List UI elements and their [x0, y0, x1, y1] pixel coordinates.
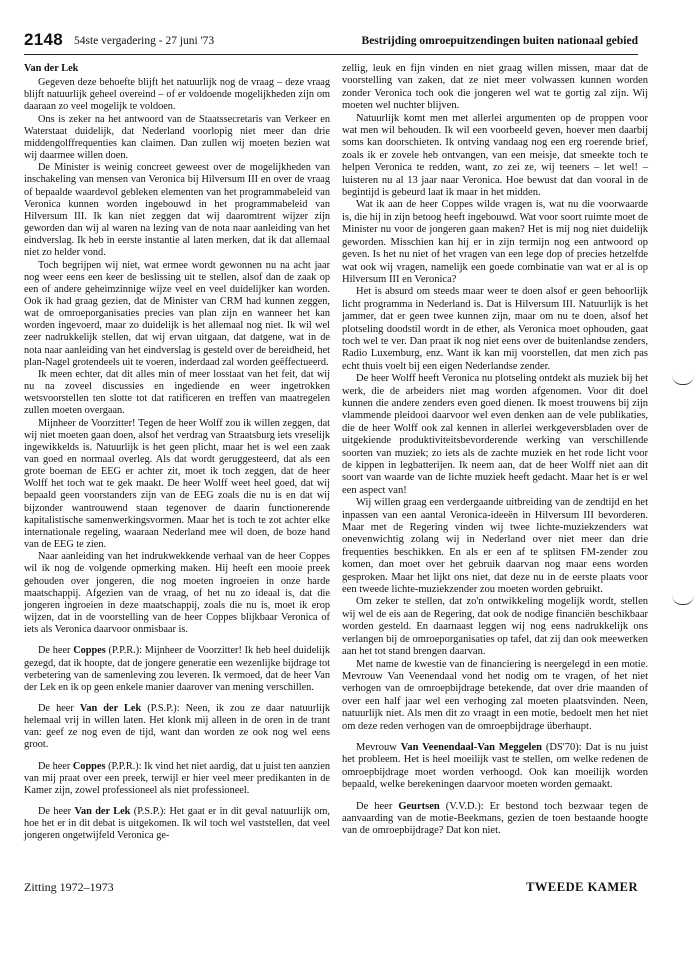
- speech-coppes: [24, 645, 330, 694]
- paragraph: zellig, leuk en fijn vinden en niet graag willen missen, maar dat de voorstelling van zaken, dat ze niet meer volwassen kunnen worden zonder Veronica toch ook die jongeren wel wat te gortig zal zijn. Wij moeten wel nuchter blijven.: [342, 63, 648, 112]
- page-header: [24, 30, 638, 55]
- speech-prefix: Mevrouw: [356, 741, 401, 753]
- speech-text: (P.S.P.): Neen, ik zou ze daar natuurlijk helemaal vrij in willen laten. Het klonk mij alleen in de oren in de trant van: geef ze nog even de tijd, want dan worden ze ook nog wel eens groot.: [24, 702, 330, 751]
- margin-mark: [672, 375, 694, 385]
- paragraph: De heer Wolff heeft Veronica nu plotseling ontdekt als muziek bij het werk, die de arbeiders niet mag worden afgenomen. Voor dit doel kunnen die andere zenders even goed dienen. Ik moest trouwens bij zijn vlammende pleidooi daarvoor wel even denken aan de vele publikaties, die de heer Wolff ook zal kennen in allerlei werkgeversbladen over de uitgekiende produktiviteitsbevorderende werking van verschillende soorten van muziek; zo iets als de zachte muziek en het rode licht voor de kippen in legbatterijen. Ik neem aan, dat de heer Wolff niet aan dit soort van waarde van de lichte muziek heeft gedacht. Maar het is er wel een aspect van!: [342, 373, 648, 496]
- speech-van-der-lek: [24, 703, 330, 752]
- speech-prefix: De heer: [38, 806, 75, 818]
- session-label: Zitting 1972–1973: [24, 880, 114, 894]
- speech-van-der-lek: [24, 806, 330, 842]
- running-title: Bestrijding omroepuitzendingen buiten nationaal gebied: [361, 35, 638, 47]
- speech-text: (P.P.R.): Ik vind het niet aardig, dat u juist ten aanzien van mij praat over een preek, terwijl er hier veel meer predikanten in de Kamer zijn, zowel professioneel als niet professioneel.: [24, 760, 330, 796]
- speaker-name: Geurtsen: [398, 800, 440, 812]
- paragraph: Mijnheer de Voorzitter! Tegen de heer Wolff zou ik willen zeggen, dat wij niet moeten gaan doen, alsof het verdrag van Straatsburg iets vreselijk ingewikkelds is. Natuurlijk is het geen plicht, maar het is wel een zaak van goed en normaal overleg. Als dat wordt geruggesteerd, dat als een grote boeman de EEG er achter zit, moet ik toch zeggen, dat de heer Wolff het toch wat te gek maakt. De heer Wolff weet heel goed, dat wij bepaald geen voorstanders zijn van de EEG zoals die nu is en dat wij bijzonder wantrouwend staan tegenover de daarin functionerende kapitalistische samenwerkingsvormen. Maar het is toch te zot achter elke internationale regeling, waaraan Nederland mee wil doen, de boze hand van de EEG te zien.: [24, 417, 330, 551]
- speaker-name: Van Veenendaal-Van Meggelen: [400, 741, 542, 753]
- speech-prefix: De heer: [356, 800, 399, 812]
- page-number: 2148: [24, 30, 64, 49]
- speech-text: (V.V.D.): Er bestond toch bezwaar tegen de aanvaarding van de motie-Beekmans, gezien de toen bestaande hoogte van de omroepbijdrage? Dat kon niet.: [342, 800, 649, 837]
- speaker-heading: Van der Lek: [24, 63, 79, 74]
- speaker-name: Van der Lek: [79, 702, 142, 714]
- speech-prefix: De heer: [38, 702, 80, 714]
- speech-text: (DS'70): Dat is nu juist het probleem. Het is heel moeilijk vast te stellen, om welke redenen de omroepbijdrage moet worden verhoogd. Ook kan moeilijk worden bepaald, welke berekeningen daarvoor moeten worden gemaakt.: [342, 741, 648, 791]
- paragraph: Om zeker te stellen, dat zo'n ontwikkeling mogelijk wordt, stellen wij wel de eis aan de Regering, dat ook de nodige financiën beschikbaar worden gesteld. En daarnaast leggen wij nog eens nadrukkelijk ons verlangen bij de omroeporganisaties op tafel, dat zij dan ook meewerken aan het tot stand brengen daarvan.: [342, 596, 648, 658]
- right-column: [342, 63, 648, 838]
- paragraph: Gegeven deze behoefte blijft het natuurlijk nog de vraag – deze vraag blijft natuurlijk geheel overeind – of er voldoende mogelijkheden zijn om daaraan zo veel mogelijk te voldoen.: [24, 77, 330, 113]
- speech-text: (P.P.R.): Mijnheer de Voorzitter! Ik heb heel duidelijk gezegd, dat ik hoopte, dat de jongere generatie een wezenlijke bijdrage tot verbetering van de samenleving zou leveren. Ik vermoed, dat de heer Van der Lek en ik op geen enkele manier daarover van mening verschillen.: [24, 645, 331, 693]
- paragraph: Toch begrijpen wij niet, wat ermee wordt gewonnen nu na acht jaar nog weer eens een keer de beslissing uit te stellen, alsof dan de zaak op een of andere geheimzinnige wijze veel en veel duidelijker kan worden. Ook ik had graag gezien, dat de Minister van CRM had kunnen zeggen, wat de omroeporganisaties precies van plan zijn en wanneer het kan worden ingevoerd, maar zo duidelijk is het allemaal nog niet. Ik wil wel zeer nadrukkelijk stellen, dat wij ervan uitgaan, dat datgene, wat in de nota naar aanleiding van het eindverslag is gesteld over de bereidheid, het plan-Nagel grotendeels uit te voeren, inderdaad zal worden geëffectueerd.: [24, 259, 330, 368]
- paragraph: Ik meen echter, dat dit alles min of meer losstaat van het feit, dat wij nu na zoveel discussies en ingediende en weer ingetrokken wetsvoorstellen ten slotte tot dat ratificeren en treffen van maatregelen zullen moeten overgaan.: [24, 368, 330, 417]
- speaker-name: Coppes: [72, 760, 106, 772]
- paragraph: Naar aanleiding van het indrukwekkende verhaal van de heer Coppes wil ik nog de volgende opmerking maken. Hij heeft een mooie preek gehouden over jongeren, die nog moeten ingroeien in onze harde maatschappij. Afgezien van de vraag, of het nu zo ideaal is, dat die jongeren ingroeien in deze maatschappij, zoals die nu is, moet ik erop wijzen, dat in de voorstelling van de heer Coppes blijkbaar Veronica of iets als Veronica daarvoor onmisbaar is.: [24, 551, 330, 636]
- speech-prefix: De heer: [38, 645, 74, 657]
- meeting-info: 54ste vergadering - 27 juni '73: [74, 35, 215, 47]
- paragraph: Wij willen graag een verdergaande uitbreiding van de zendtijd en het inpassen van een aantal Veronica-ideeën in Hilversum III bevorderen. Maar met de Regering vinden wij twee lichte-muziekzenders wat onevenwichtig zolang wij in Nederland over niet meer dan drie frequenties beschikken. En als er een af te splitsen FM-zender zou komen, dan moet over het gebruik daarvan nog maar eens worden gesproken. Maar het lijkt ons niet, dat deze nu in de eerste plaats voor een tweede lichte-muziekzender zou moeten worden gebruikt.: [342, 497, 648, 596]
- paragraph: Wat ik aan de heer Coppes wilde vragen is, wat nu die voorwaarde is, die hij in zijn betoog heeft ingebouwd. Wat voor soort ruimte moet de Minister nu voor de jongeren gaan maken? Het is mij nog niet duidelijk geworden. Misschien kan hij er in zijn termijn nog een antwoord op geven. Is het nu niet of het vragen van een lege dop of precies hetzelfde wat ook wij vragen, namelijk een goede combinatie van wat er al is op Hilversum III en Veronica?: [342, 199, 648, 285]
- paragraph: Ons is zeker na het antwoord van de Staatssecretaris van Verkeer en Waterstaat duidelijk, dat Nederland voorlopig niet meer dan drie middengolffrequenties kan claimen. Dan zullen wij moeten bezien wat wij daarmee willen doen.: [24, 113, 330, 162]
- paragraph: Natuurlijk komt men met allerlei argumenten op de proppen voor wat men wil behouden. Ik wil een voorbeeld geven, hoever men daarbij soms kan doorschieten. Ik ontving vandaag nog een erg roerende brief, zoals ik er zovele heb ontvangen, van een meisje, dat smeekte toch te helpen Veronica te redden, want, zo zei ze, wij teeners – let wel! – luisteren nu al 13 jaar naar Veronica. Hoe bewust dat dan vooral in de begintijd is gebeurd laat ik maar in het midden.: [342, 112, 648, 199]
- speech-coppes: [24, 761, 330, 797]
- margin-mark: [672, 595, 694, 605]
- chamber-label: TWEEDE KAMER: [526, 880, 638, 894]
- speaker-name: Van der Lek: [74, 806, 131, 818]
- speech-prefix: De heer: [38, 760, 73, 772]
- left-column: [24, 63, 330, 843]
- speech-van-veenendaal: [342, 742, 648, 792]
- paragraph: Met name de kwestie van de financiering is neergelegd in een motie. Mevrouw Van Veenendaal vond het nodig om te vragen, of het niet verhogen van de omroepbijdrage betekende, dat over drie maanden of over een half jaar wel een verhoging zal moeten plaatsvinden. Neen, natuurlijk niet. Als men dit zo vraagt in een motie, bedoelt men het niet om deze reden verhogen van de omroepbijdrage überhaupt.: [342, 658, 648, 732]
- paragraph: De Minister is weinig concreet geweest over de mogelijkheden van inschakeling van mensen van Veronica bij Hilversum III en over de vraag of bepaalde waardevol gebleken elementen van het programmabeleid van Veronica kunnen worden ingebouwd in het programmabeleid van Hilversum III. Ik kan niet zeggen dat wij daaromtrent wijzer zijn geworden dan wij al waren na lezing van de nota naar aanleiding van het eindverslag. Ik heb in eerste instantie al laten merken, dat ik dat allemaal niet zo helder vond.: [24, 162, 330, 259]
- speaker-name: Coppes: [73, 645, 106, 657]
- speech-text: (P.S.P.): Het gaat er in dit geval natuurlijk om, hoe het er in dit debat is uitgekomen. Ik wil toch wel vaststellen, dat veel jongeren ongetwijfeld Veronica ge-: [24, 806, 331, 842]
- speech-geurtsen: [342, 801, 648, 838]
- paragraph: Het is absurd om steeds maar weer te doen alsof er geen behoorlijk licht programma in Nederland is. Dat is Hilversum III. Natuurlijk is het jammer, dat er geen twee kunnen zijn, maar om nu te doen, alsof het plotseling doodstil wordt in de ether, als Veronica moet ophouden, gaat toch wel te ver. Dan praat ik nog niet eens over de buitenlandse zenders, Radio Luxemburg, enz. Want ik kan mij voorstellen, dat men zich pas echt thuis voelt bij een eigen Nederlandse zender.: [342, 286, 648, 372]
